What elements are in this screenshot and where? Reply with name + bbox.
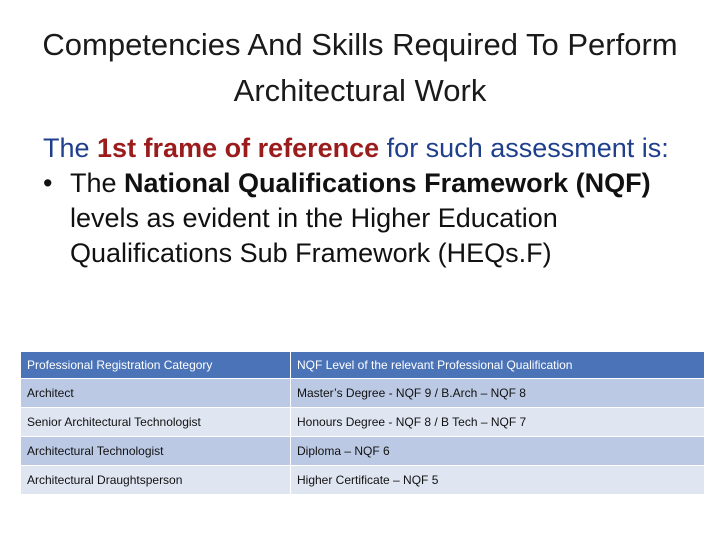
table-header-cell: Professional Registration Category — [21, 352, 291, 379]
table-row — [21, 437, 705, 466]
table-cell: Architectural Technologist — [21, 437, 291, 466]
intro-suffix: for such assessment is: — [379, 133, 669, 163]
bullet-icon: • — [43, 168, 53, 198]
bullet-bold: National Qualifications Framework (NQF) — [124, 168, 651, 198]
table-cell: Master’s Degree - NQF 9 / B.Arch – NQF 8 — [291, 379, 705, 408]
table-header-row — [21, 352, 705, 379]
table-cell: Senior Architectural Technologist — [21, 408, 291, 437]
intro-prefix: The — [43, 133, 98, 163]
table-cell: Architect — [21, 379, 291, 408]
table-cell: Diploma – NQF 6 — [291, 437, 705, 466]
table-header-cell: NQF Level of the relevant Professional Qualification — [291, 352, 705, 379]
table-cell: Higher Certificate – NQF 5 — [291, 466, 705, 495]
intro-line — [43, 131, 683, 166]
table-row — [21, 408, 705, 437]
bullet-item — [43, 166, 683, 271]
qualification-table — [20, 351, 705, 495]
bullet-suffix: levels as evident in the Higher Education Qualifications Sub Framework (HEQs.F) — [70, 203, 558, 268]
bullet-prefix: The — [70, 168, 125, 198]
table-cell: Honours Degree - NQF 8 / B Tech – NQF 7 — [291, 408, 705, 437]
intro-emphasis: 1st frame of reference — [97, 133, 380, 163]
body-text — [43, 131, 683, 271]
table-row — [21, 466, 705, 495]
table-row — [21, 379, 705, 408]
table-cell: Architectural Draughtsperson — [21, 466, 291, 495]
slide-title: Competencies And Skills Required To Perform Architectural Work — [42, 27, 678, 108]
